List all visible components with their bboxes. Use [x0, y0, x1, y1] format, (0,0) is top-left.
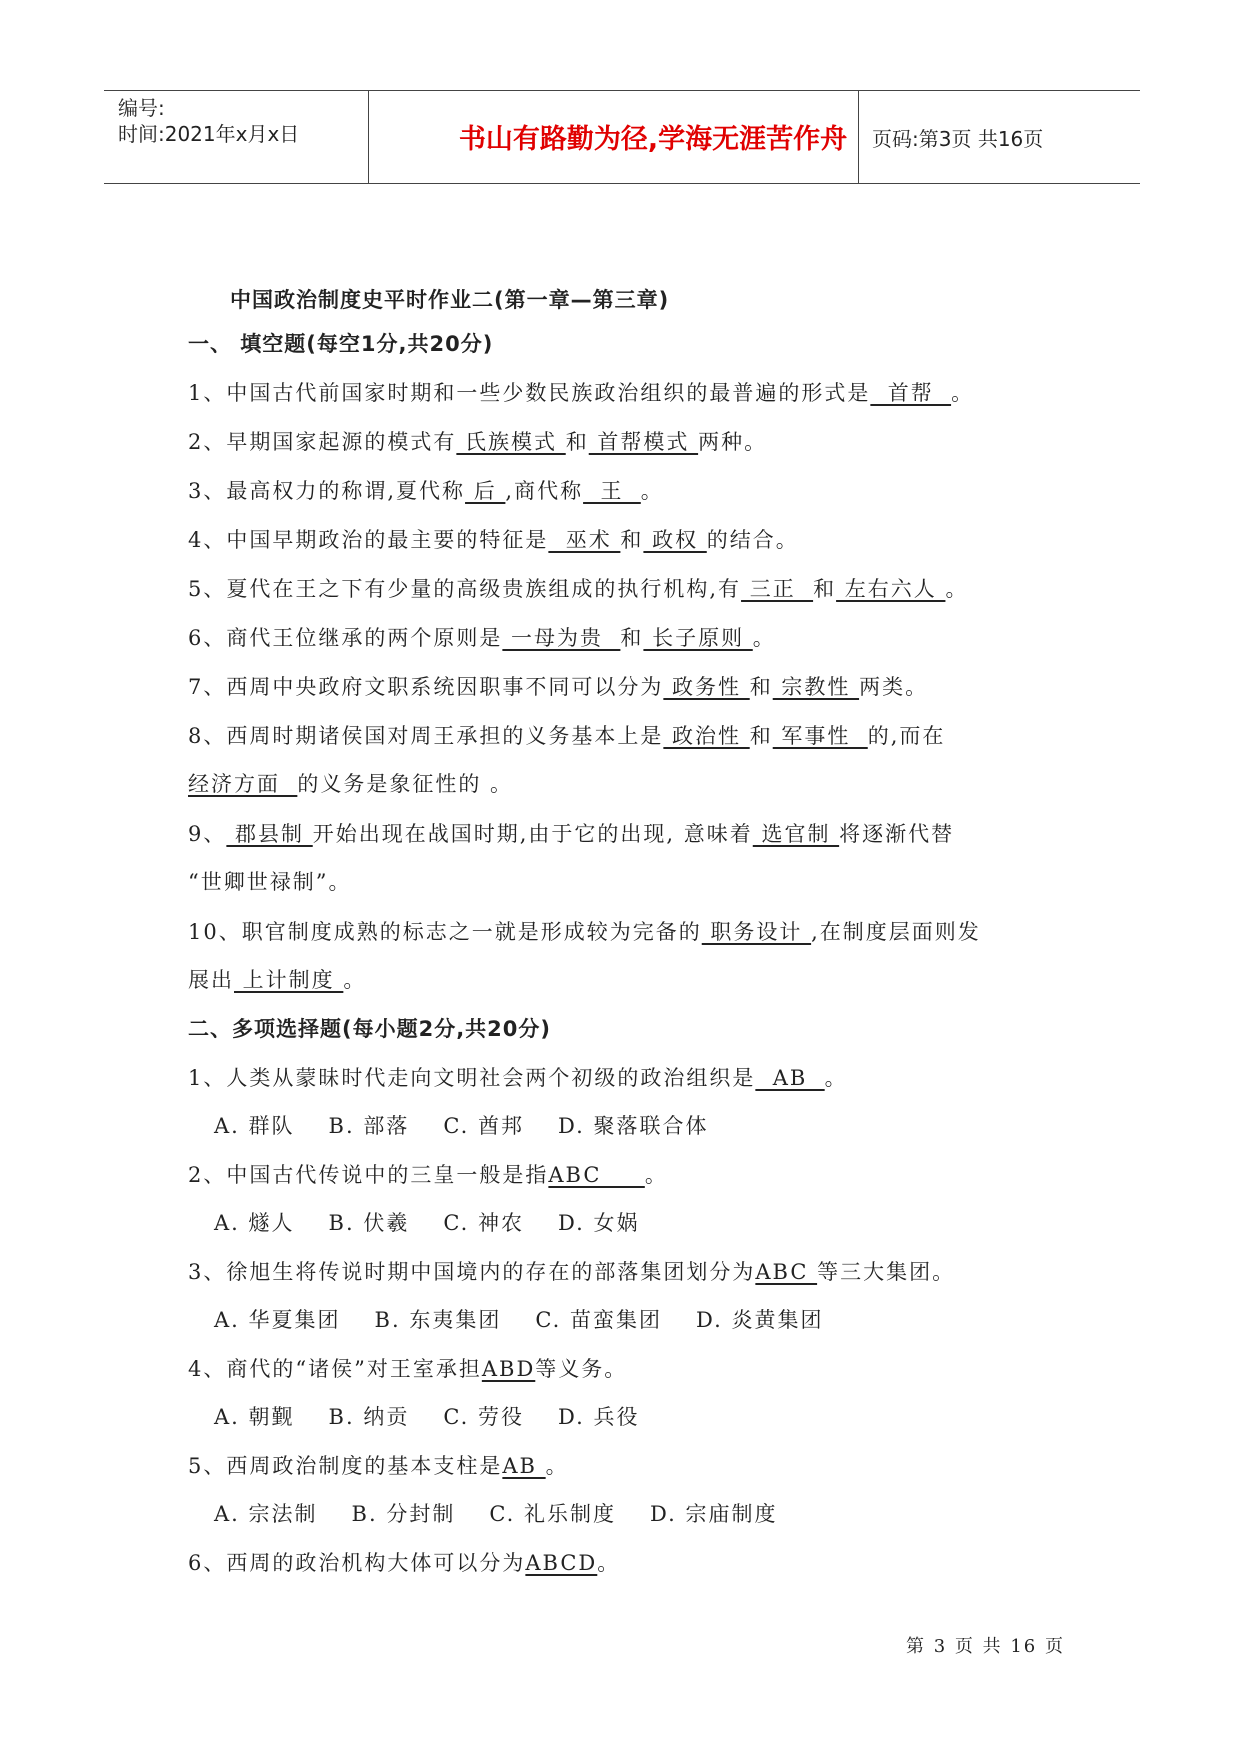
answer-blank: 政治性	[663, 724, 750, 748]
option: B. 分封制	[351, 1502, 456, 1526]
fill-question-9-cont: “世卿世禄制”。	[188, 870, 352, 894]
header-divider	[858, 91, 859, 183]
answer-blank: 长子原则	[643, 626, 753, 650]
answer-blank: 上计制度	[234, 968, 344, 992]
time-label: 时间:2021年x月x日	[118, 122, 300, 146]
answer-blank: 宗教性	[772, 675, 860, 699]
fill-question-1: 1、中国古代前国家时期和一些少数民族政治组织的最普遍的形式是 首帮 。	[188, 381, 975, 405]
answer-blank: ABCD	[525, 1551, 598, 1575]
fill-question-4: 4、中国早期政治的最主要的特征是 巫术 和 政权 的结合。	[188, 528, 799, 552]
answer-blank: 政务性	[663, 675, 750, 699]
option: B. 纳贡	[328, 1405, 410, 1429]
answer-blank: 首帮模式	[588, 430, 699, 454]
option: D. 兵役	[558, 1405, 640, 1429]
section1-heading: 一、 填空题(每空1分,共20分)	[188, 332, 494, 356]
number-label: 编号:	[118, 96, 165, 120]
page-header	[104, 90, 1140, 184]
fill-question-8: 8、西周时期诸侯国对周王承担的义务基本上是 政治性 和 军事性 的,而在	[188, 724, 946, 748]
option: A. 燧人	[214, 1211, 295, 1235]
option: A. 群队	[214, 1114, 295, 1138]
fill-question-5: 5、夏代在王之下有少量的高级贵族组成的执行机构,有 三正 和 左右六人 。	[188, 577, 969, 601]
answer-blank: ABD	[481, 1357, 536, 1381]
answer-blank: 左右六人	[836, 577, 946, 601]
section2-heading: 二、多项选择题(每小题2分,共20分)	[188, 1017, 552, 1041]
fill-question-10-cont: 展出 上计制度 。	[188, 968, 367, 992]
answer-blank: 一母为贵	[502, 626, 621, 650]
option: C. 神农	[443, 1211, 524, 1235]
option: C. 礼乐制度	[489, 1502, 616, 1526]
answer-blank: 三正	[741, 577, 814, 601]
fill-question-8-cont: 经济方面 的义务是象征性的 。	[188, 772, 514, 796]
answer-blank: 王	[583, 479, 641, 503]
choice-options-1	[188, 1110, 742, 1140]
option: A. 宗法制	[214, 1502, 318, 1526]
choice-question-3: 3、徐旭生将传说时期中国境内的存在的部落集团划分为ABC 等三大集团。	[188, 1260, 956, 1284]
header-page-code: 页码:第3页 共16页	[872, 127, 1044, 151]
answer-blank: 后	[465, 479, 506, 503]
option: D. 女娲	[558, 1211, 640, 1235]
choice-options-3	[188, 1304, 857, 1334]
option: C. 劳役	[443, 1405, 524, 1429]
answer-blank: 军事性	[772, 724, 868, 748]
answer-blank: 郡县制	[226, 822, 313, 846]
option: B. 东夷集团	[374, 1308, 502, 1332]
choice-options-4	[188, 1401, 673, 1431]
fill-question-9: 9、 郡县制 开始出现在战国时期,由于它的出现, 意味着 选官制 将逐渐代替	[188, 822, 955, 846]
choice-question-6: 6、西周的政治机构大体可以分为ABCD。	[188, 1551, 621, 1575]
option: D. 聚落联合体	[558, 1114, 709, 1138]
choice-question-4: 4、商代的“诸侯”对王室承担ABD等义务。	[188, 1357, 628, 1381]
option: D. 宗庙制度	[650, 1502, 778, 1526]
option: B. 伏羲	[328, 1211, 410, 1235]
answer-blank: 巫术	[548, 528, 621, 552]
choice-options-2	[188, 1207, 673, 1237]
header-meta	[118, 95, 299, 147]
answer-blank: 政权	[643, 528, 707, 552]
answer-blank: 首帮	[870, 381, 952, 405]
fill-question-7: 7、西周中央政府文职系统因职事不同可以分为 政务性 和 宗教性 两类。	[188, 675, 929, 699]
choice-question-2: 2、中国古代传说中的三皇一般是指ABC 。	[188, 1163, 668, 1187]
answer-blank: 职务设计	[701, 920, 812, 944]
choice-options-5	[188, 1498, 811, 1528]
option: B. 部落	[328, 1114, 410, 1138]
page-title: 中国政治制度史平时作业二(第一章—第三章)	[230, 288, 670, 312]
option: C. 苗蛮集团	[535, 1308, 662, 1332]
option: A. 朝觐	[214, 1405, 295, 1429]
choice-question-1: 1、人类从蒙昧时代走向文明社会两个初级的政治组织是 AB 。	[188, 1066, 848, 1090]
choice-question-5: 5、西周政治制度的基本支柱是AB 。	[188, 1454, 569, 1478]
option: D. 炎黄集团	[696, 1308, 824, 1332]
fill-question-6: 6、商代王位继承的两个原则是 一母为贵 和 长子原则 。	[188, 626, 776, 650]
answer-blank: 选官制	[752, 822, 840, 846]
fill-question-10: 10、职官制度成熟的标志之一就是形成较为完备的 职务设计 ,在制度层面则发	[188, 920, 981, 944]
answer-blank: AB	[502, 1454, 546, 1478]
fill-question-3: 3、最高权力的称谓,夏代称 后 ,商代称 王 。	[188, 479, 664, 503]
answer-blank: ABC	[548, 1163, 645, 1187]
option: A. 华夏集团	[214, 1308, 341, 1332]
answer-blank: 氏族模式	[456, 430, 566, 454]
header-motto: 书山有路勤为径,学海无涯苦作舟	[458, 124, 848, 155]
answer-blank: ABC	[755, 1260, 818, 1284]
option: C. 酋邦	[443, 1114, 524, 1138]
answer-blank: AB	[755, 1066, 825, 1090]
fill-question-2: 2、早期国家起源的模式有 氏族模式 和 首帮模式 两种。	[188, 430, 768, 454]
answer-blank: 经济方面	[188, 772, 298, 796]
page-footer: 第 3 页 共 16 页	[906, 1636, 1065, 1657]
